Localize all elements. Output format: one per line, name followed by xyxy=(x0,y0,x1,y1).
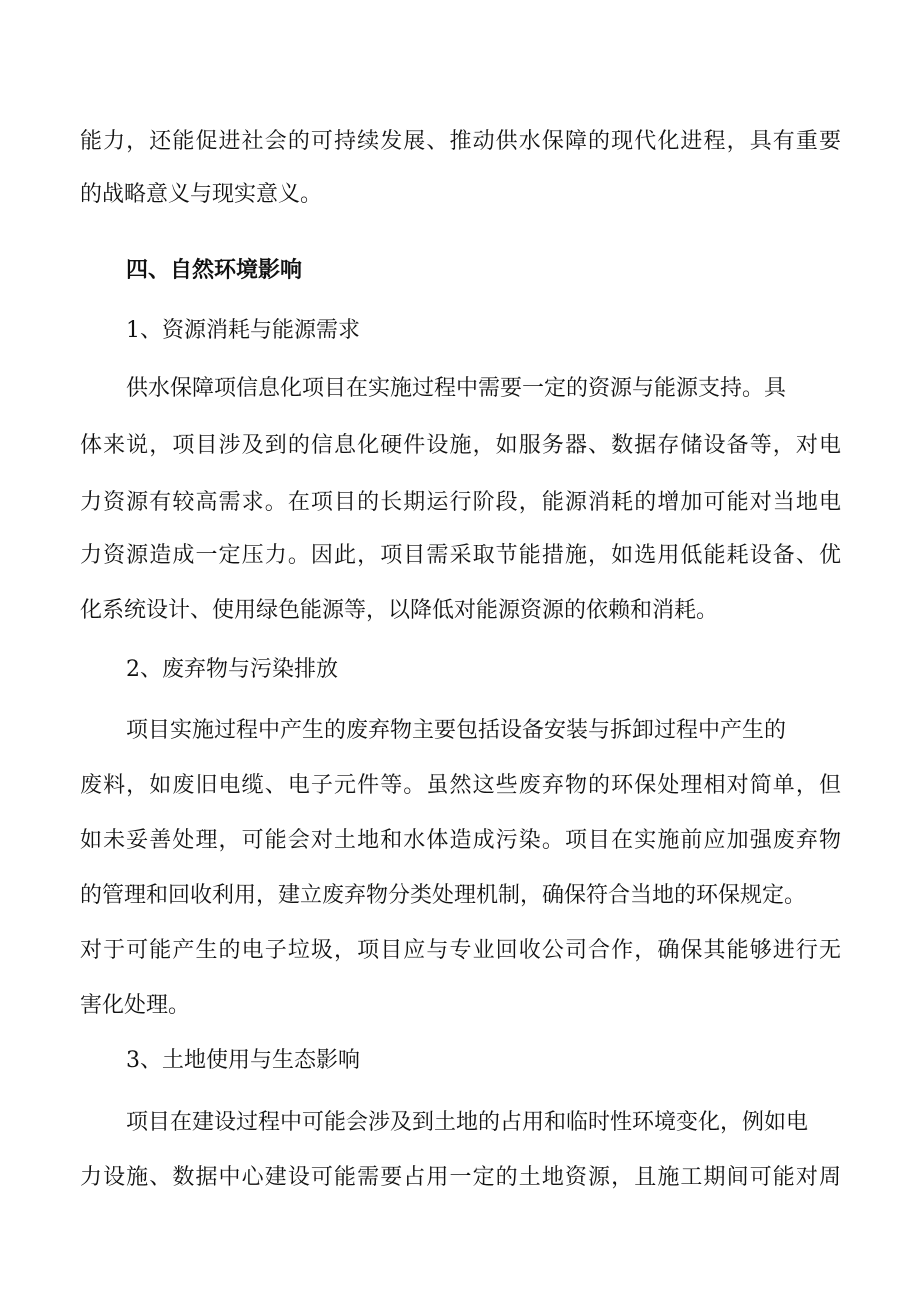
paragraph-1-line-1: 供水保障项信息化项目在实施过程中需要一定的资源与能源支持。具 xyxy=(126,376,787,401)
paragraph-2-line-6: 害化处理。 xyxy=(80,993,191,1018)
paragraph-2-line-5: 对于可能产生的电子垃圾，项目应与专业回收公司合作，确保其能够进行无 xyxy=(80,938,841,963)
paragraph-2-line-4: 的管理和回收利用，建立废弃物分类处理机制，确保符合当地的环保规定。 xyxy=(80,883,807,908)
paragraph-2-line-3: 如未妥善处理，可能会对土地和水体造成污染。项目在实施前应加强废弃物 xyxy=(80,828,841,853)
intro-line-2: 的战略意义与现实意义。 xyxy=(80,182,323,207)
subsection-title-3: 3、土地使用与生态影响 xyxy=(126,1048,360,1073)
paragraph-3-line-1: 项目在建设过程中可能会涉及到土地的占用和临时性环境变化，例如电 xyxy=(126,1110,809,1135)
paragraph-2-line-1: 项目实施过程中产生的废弃物主要包括设备安装与拆卸过程中产生的 xyxy=(126,718,787,743)
paragraph-2-line-2: 废料，如废旧电缆、电子元件等。虽然这些废弃物的环保处理相对简单，但 xyxy=(80,773,841,798)
subsection-title-1: 1、资源消耗与能源需求 xyxy=(126,318,360,343)
paragraph-3-line-2: 力设施、数据中心建设可能需要占用一定的土地资源，且施工期间可能对周 xyxy=(80,1165,841,1190)
intro-line-1: 能力，还能促进社会的可持续发展、推动供水保障的现代化进程，具有重要 xyxy=(80,129,841,154)
section-heading: 四、自然环境影响 xyxy=(126,257,303,283)
subsection-title-2: 2、废弃物与污染排放 xyxy=(126,657,338,682)
paragraph-1-line-2: 体来说，项目涉及到的信息化硬件设施，如服务器、数据存储设备等，对电 xyxy=(80,433,841,458)
paragraph-1-line-5: 化系统设计、使用绿色能源等，以降低对能源资源的依赖和消耗。 xyxy=(80,598,719,623)
paragraph-1-line-4: 力资源造成一定压力。因此，项目需采取节能措施，如选用低能耗设备、优 xyxy=(80,543,841,568)
paragraph-1-line-3: 力资源有较高需求。在项目的长期运行阶段，能源消耗的增加可能对当地电 xyxy=(80,490,841,515)
